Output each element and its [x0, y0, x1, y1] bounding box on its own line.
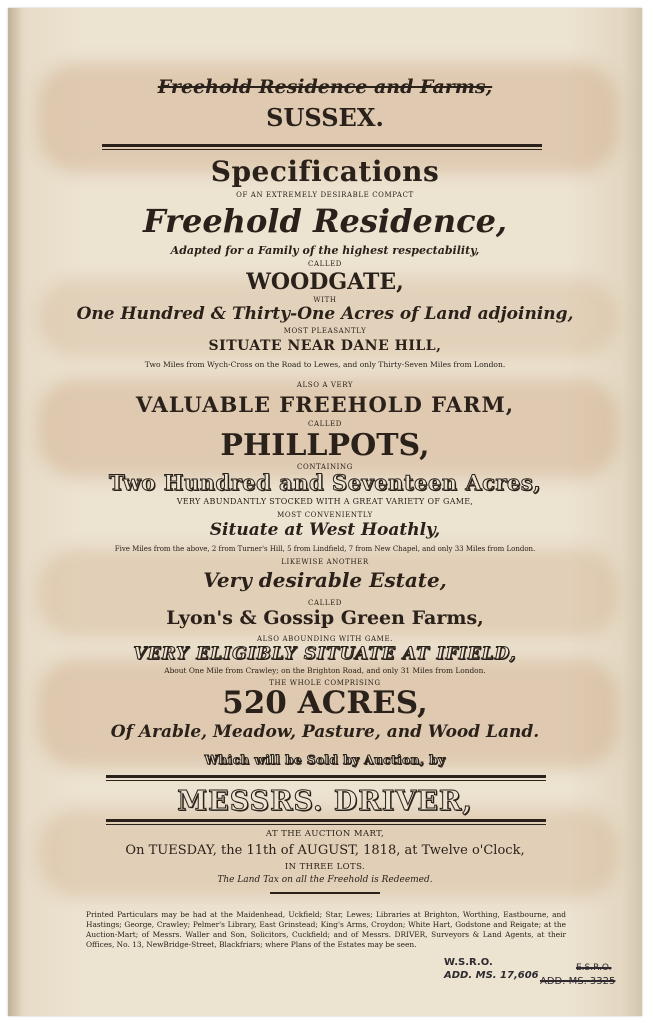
estate-title: Very desirable Estate, [203, 568, 447, 592]
auction-date: On TUESDAY, the 11th of AUGUST, 1818, at Twelve o'Clock, [125, 843, 525, 858]
situate-ifield: VERY ELIGIBLY SITUATE AT IFIELD, [133, 644, 517, 664]
archive-ref-wsro: ADD. MS. 17,606 [444, 970, 539, 981]
estate-name-lyons: Lyon's & Gossip Green Farms, [166, 607, 484, 629]
farm-acres: Two Hundred and Seventeen Acres, [108, 470, 542, 495]
stocked-text: VERY ABUNDANTLY STOCKED WITH A GREAT VARIETY OF GAME, [176, 497, 474, 506]
most-conveniently-text: MOST CONVENIENTLY [277, 511, 373, 519]
divider-rule [106, 775, 546, 781]
called-text: CALLED [307, 599, 343, 607]
divider-rule [106, 819, 546, 825]
likewise-text: LIKEWISE ANOTHER [281, 558, 369, 566]
acres-text: One Hundred & Thirty-One Acres of Land adjoining, [76, 304, 574, 324]
auction-text: Which will be Sold by Auction, by [204, 753, 446, 767]
estate-name-woodgate: WOODGATE, [246, 269, 404, 295]
divider-rule [270, 892, 380, 894]
intro-text: OF AN EXTREMELY DESIRABLE COMPACT [236, 191, 414, 199]
farm-name-phillpots: PHILLPOTS, [220, 428, 430, 463]
handbill-content [8, 8, 642, 1016]
game-text: ALSO ABOUNDING WITH GAME. [257, 635, 393, 643]
distance-text: Five Miles from the above, 2 from Turner's Hill, 5 from Lindfield, 7 from New Chapel, and only 33 Miles from London. [114, 545, 536, 553]
printed-particulars: Printed Particulars may be had at the Maidenhead, Uckfield; Star, Lewes; Libraries at Brighton, Worthing, Eastbourne, and Hastings; George, Crawley; Pelmer's Library, East Grinstead; King's Arms, Croydon; White Hart, Godstone and Reigate; at the Auction-Mart; of Messrs. Waller and Son, Solicitors, Cuckfield; and of Messrs. DRIVER, Surveyors & Land Agents, at their Offices, No. 13, NewBridge-Street, Blackfriars; where Plans of the Estates may be seen. [86, 910, 566, 949]
document-sheet [8, 8, 642, 1016]
whole-text: THE WHOLE COMPRISING [269, 679, 381, 687]
county-heading: SUSSEX. [266, 103, 384, 132]
auction-mart-text: AT THE AUCTION MART, [265, 829, 385, 839]
distance-text: Two Miles from Wych-Cross on the Road to Lewes, and only Thirty-Seven Miles from London. [144, 360, 506, 369]
situate-dane-hill: SITUATE NEAR DANE HILL, [208, 338, 442, 354]
lots-text: IN THREE LOTS. [284, 862, 366, 872]
called-text: CALLED [307, 260, 343, 268]
archive-label-wsro: W.S.R.O. [444, 957, 493, 968]
land-types: Of Arable, Meadow, Pasture, and Wood Land. [110, 722, 540, 742]
most-pleasantly-text: MOST PLEASANTLY [283, 327, 367, 335]
with-text: WITH [313, 296, 337, 304]
situate-west-hoathly: Situate at West Hoathly, [209, 520, 441, 540]
header-title: Freehold Residence and Farms, [157, 76, 493, 98]
farm-title: VALUABLE FREEHOLD FARM, [135, 392, 515, 417]
land-tax-text: The Land Tax on all the Freehold is Redeemed. [217, 875, 433, 885]
specifications-title: Specifications [210, 155, 440, 188]
total-acres: 520 ACRES, [222, 685, 428, 721]
archive-ref-esro: ADD. MS. 3325 [540, 976, 616, 987]
residence-title: Freehold Residence, [142, 202, 508, 240]
containing-text: CONTAINING [297, 463, 353, 471]
distance-text: About One Mile from Crawley; on the Brighton Road, and only 31 Miles from London. [164, 666, 486, 675]
divider-rule [102, 144, 542, 150]
also-text: ALSO A VERY [296, 381, 354, 389]
archive-label-esro: E.S.R.O. [576, 963, 612, 973]
called-text: CALLED [307, 420, 343, 428]
adapted-text: Adapted for a Family of the highest respectability, [170, 244, 480, 257]
auctioneer-name: MESSRS. DRIVER, [177, 786, 473, 817]
